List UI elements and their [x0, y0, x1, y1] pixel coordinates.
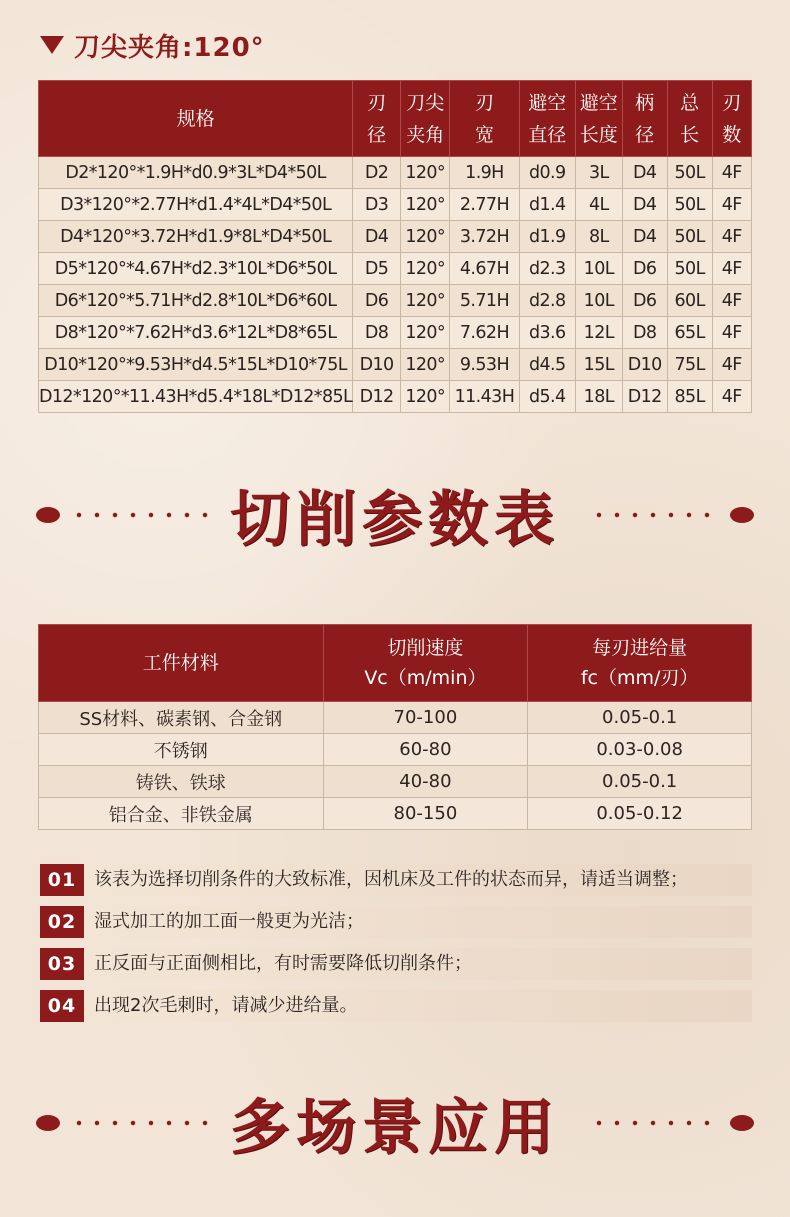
spec-table-row	[39, 253, 752, 285]
right-dotted-line	[590, 512, 720, 518]
table-cell: 0.03-0.08	[528, 734, 752, 766]
table-cell: 12L	[575, 317, 622, 349]
table-cell: 铸铁、铁球	[39, 766, 324, 798]
cut-header-cell	[39, 625, 324, 702]
table-cell: D3*120°*2.77H*d1.4*4L*D4*50L	[39, 189, 353, 221]
table-cell: 0.05-0.12	[528, 798, 752, 830]
table-cell: D6	[353, 285, 401, 317]
table-cell: 4F	[712, 349, 751, 381]
table-cell: D4*120°*3.72H*d1.9*8L*D4*50L	[39, 221, 353, 253]
table-cell: 120°	[401, 317, 450, 349]
cut-header-cell	[323, 625, 528, 702]
table-cell: D2*120°*1.9H*d0.9*3L*D4*50L	[39, 157, 353, 189]
spec-header-cell	[39, 81, 353, 157]
table-cell: 8L	[575, 221, 622, 253]
table-cell: D5*120°*4.67H*d2.3*10L*D6*50L	[39, 253, 353, 285]
table-cell: 10L	[575, 253, 622, 285]
header-line: 总	[680, 91, 700, 114]
table-cell: 120°	[401, 381, 450, 413]
spec-table	[38, 80, 752, 413]
note-item	[40, 990, 752, 1022]
table-cell: 40-80	[323, 766, 528, 798]
table-cell: d1.9	[519, 221, 575, 253]
banner-title: 切削参数表	[230, 485, 560, 555]
header-line: 柄	[635, 91, 655, 114]
table-cell: D5	[353, 253, 401, 285]
table-cell: D6*120°*5.71H*d2.8*10L*D6*60L	[39, 285, 353, 317]
table-cell: d0.9	[519, 157, 575, 189]
header-line: 工件材料	[142, 652, 219, 674]
notes-list	[40, 864, 752, 1032]
header-line: 直径	[528, 123, 567, 146]
header-line: 避空	[528, 91, 567, 114]
cut-table-row	[39, 798, 752, 830]
table-cell: D2	[353, 157, 401, 189]
table-cell: 0.05-0.1	[528, 702, 752, 734]
table-cell: D10	[353, 349, 401, 381]
table-cell: 80-150	[323, 798, 528, 830]
spec-header-cell	[401, 81, 450, 157]
header-line: 每刃进给量	[592, 637, 688, 659]
note-text: 出现2次毛刺时，请减少进给量。	[84, 990, 752, 1022]
table-cell: D4	[622, 157, 667, 189]
spec-table-row	[39, 221, 752, 253]
cut-header-cell	[528, 625, 752, 702]
header-line: 刃	[367, 91, 387, 114]
spec-header-cell	[667, 81, 712, 157]
table-cell: 70-100	[323, 702, 528, 734]
table-cell: 4F	[712, 221, 751, 253]
spec-table-row	[39, 285, 752, 317]
table-cell: 铝合金、非铁金属	[39, 798, 324, 830]
header-line: 宽	[474, 123, 494, 146]
table-cell: 11.43H	[450, 381, 519, 413]
table-cell: 4.67H	[450, 253, 519, 285]
table-cell: 120°	[401, 189, 450, 221]
table-cell: d2.8	[519, 285, 575, 317]
header-line: fc（mm/刃）	[580, 667, 699, 689]
table-cell: 120°	[401, 285, 450, 317]
table-cell: D4	[622, 221, 667, 253]
table-cell: 65L	[667, 317, 712, 349]
table-cell: 2.77H	[450, 189, 519, 221]
table-cell: D4	[622, 189, 667, 221]
table-cell: 60L	[667, 285, 712, 317]
table-cell: 4F	[712, 189, 751, 221]
header-line: 刃	[722, 91, 742, 114]
note-text: 该表为选择切削条件的大致标准，因机床及工件的状态而异，请适当调整；	[84, 864, 752, 896]
spec-header-cell	[575, 81, 622, 157]
table-cell: 18L	[575, 381, 622, 413]
note-item	[40, 948, 752, 980]
note-item	[40, 864, 752, 896]
table-cell: 4L	[575, 189, 622, 221]
table-cell: 0.05-0.1	[528, 766, 752, 798]
table-cell: D8	[353, 317, 401, 349]
spec-header-cell	[450, 81, 519, 157]
cutting-params-table	[38, 624, 752, 830]
spec-header-cell	[519, 81, 575, 157]
table-cell: 7.62H	[450, 317, 519, 349]
table-cell: D8	[622, 317, 667, 349]
table-cell: 50L	[667, 189, 712, 221]
header-line: 刃	[474, 91, 494, 114]
table-cell: d3.6	[519, 317, 575, 349]
table-cell: D12	[353, 381, 401, 413]
header-line: 刀尖	[406, 91, 445, 114]
note-number: 04	[40, 990, 84, 1022]
header-line: 径	[367, 123, 387, 146]
header-line: 夹角	[406, 123, 445, 146]
table-cell: SS材料、碳素钢、合金钢	[39, 702, 324, 734]
table-cell: 3L	[575, 157, 622, 189]
table-cell: 50L	[667, 221, 712, 253]
spec-section-header	[40, 28, 265, 62]
spec-header-cell	[712, 81, 751, 157]
table-cell: D12*120°*11.43H*d5.4*18L*D12*85L	[39, 381, 353, 413]
spec-table-row	[39, 189, 752, 221]
table-cell: d1.4	[519, 189, 575, 221]
note-text: 湿式加工的加工面一般更为光洁；	[84, 906, 752, 938]
right-dot-icon	[730, 1115, 754, 1131]
table-cell: 60-80	[323, 734, 528, 766]
table-cell: 4F	[712, 253, 751, 285]
table-cell: 4F	[712, 285, 751, 317]
spec-section-title: 刀尖夹角:120°	[74, 32, 265, 63]
right-dotted-line	[590, 1120, 720, 1126]
table-cell: 3.72H	[450, 221, 519, 253]
cut-table-row	[39, 766, 752, 798]
table-cell: 4F	[712, 157, 751, 189]
table-cell: 120°	[401, 253, 450, 285]
table-cell: D10*120°*9.53H*d4.5*15L*D10*75L	[39, 349, 353, 381]
table-cell: d4.5	[519, 349, 575, 381]
table-cell: D6	[622, 253, 667, 285]
table-cell: d2.3	[519, 253, 575, 285]
header-line: 避空	[579, 91, 618, 114]
spec-table-row	[39, 317, 752, 349]
cut-table-row	[39, 702, 752, 734]
table-cell: 不锈钢	[39, 734, 324, 766]
cutting-params-banner	[0, 470, 790, 560]
spec-header-row	[39, 81, 752, 157]
table-cell: D10	[622, 349, 667, 381]
note-number: 03	[40, 948, 84, 980]
table-cell: D6	[622, 285, 667, 317]
left-dot-icon	[36, 507, 60, 523]
left-dot-icon	[36, 1115, 60, 1131]
table-cell: 5.71H	[450, 285, 519, 317]
table-cell: 1.9H	[450, 157, 519, 189]
table-cell: 120°	[401, 349, 450, 381]
header-line: 规格	[176, 107, 215, 130]
table-cell: 85L	[667, 381, 712, 413]
table-cell: 50L	[667, 253, 712, 285]
applications-banner	[0, 1078, 790, 1168]
spec-table-row	[39, 381, 752, 413]
table-cell: 120°	[401, 157, 450, 189]
header-line: 切削速度	[387, 637, 464, 659]
table-cell: d5.4	[519, 381, 575, 413]
left-dotted-line	[70, 512, 220, 518]
header-line: 长	[680, 123, 700, 146]
cut-table-row	[39, 734, 752, 766]
table-cell: 50L	[667, 157, 712, 189]
spec-table-row	[39, 349, 752, 381]
header-line: 长度	[579, 123, 618, 146]
header-line: Vc（m/min）	[364, 667, 487, 689]
cut-header-row	[39, 625, 752, 702]
note-text: 正反面与正面侧相比，有时需要降低切削条件；	[84, 948, 752, 980]
table-cell: D12	[622, 381, 667, 413]
table-cell: 75L	[667, 349, 712, 381]
table-cell: 9.53H	[450, 349, 519, 381]
right-dot-icon	[730, 507, 754, 523]
header-line: 数	[722, 123, 742, 146]
table-cell: 4F	[712, 381, 751, 413]
spec-table-row	[39, 157, 752, 189]
spec-header-cell	[622, 81, 667, 157]
note-number: 01	[40, 864, 84, 896]
table-cell: D4	[353, 221, 401, 253]
banner-title: 多场景应用	[230, 1093, 560, 1163]
table-cell: D8*120°*7.62H*d3.6*12L*D8*65L	[39, 317, 353, 349]
header-line: 径	[635, 123, 655, 146]
note-number: 02	[40, 906, 84, 938]
note-item	[40, 906, 752, 938]
triangle-down-icon	[40, 36, 64, 54]
table-cell: 4F	[712, 317, 751, 349]
spec-header-cell	[353, 81, 401, 157]
table-cell: D3	[353, 189, 401, 221]
table-cell: 10L	[575, 285, 622, 317]
table-cell: 120°	[401, 221, 450, 253]
table-cell: 15L	[575, 349, 622, 381]
left-dotted-line	[70, 1120, 210, 1126]
